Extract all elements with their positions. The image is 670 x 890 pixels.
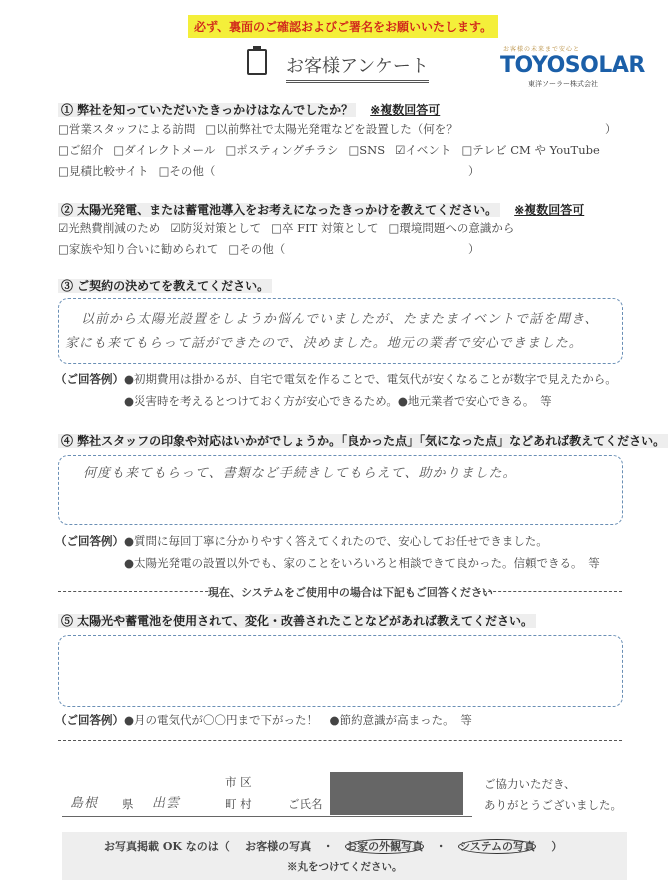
city-label: 市 区 xyxy=(225,775,252,789)
separator: ・ xyxy=(435,840,447,853)
example-label: （ご回答例） xyxy=(55,713,124,727)
thanks-text: ご協力いただき、 xyxy=(484,777,576,791)
example-text: ●太陽光発電の設置以外でも、家のことをいろいろと相談できて良かった。信頼できる。 等 xyxy=(124,556,600,570)
q5-answer-box[interactable] xyxy=(58,635,623,707)
city-value[interactable]: 出雲 xyxy=(152,796,181,811)
checkbox-option[interactable]: □以前弊社で太陽光発電などを設置した（何を？ xyxy=(205,122,458,136)
q1-options-row xyxy=(58,163,225,179)
town-label: 町 村 xyxy=(225,797,252,811)
example-text: ●災害時を考えるとつけておく方が安心できるため。●地元業者で安心できる。 等 xyxy=(124,394,552,408)
multi-answer-note: ※複数回答可 xyxy=(370,103,441,117)
question-2-header xyxy=(58,201,584,218)
page-title: お客様アンケート xyxy=(286,52,429,83)
checkbox-option[interactable]: □その他（ xyxy=(158,164,216,178)
separator: ・ xyxy=(322,840,334,853)
q2-options-row xyxy=(58,241,295,257)
prefecture-value[interactable]: 島根 xyxy=(70,796,99,811)
redacted-name xyxy=(330,772,463,815)
signature-line xyxy=(62,816,472,817)
checkbox-option-checked[interactable]: ☑イベント xyxy=(395,143,452,157)
company-logo: TOYOSOLAR xyxy=(500,53,645,78)
checkbox-option-checked[interactable]: ☑防災対策として xyxy=(170,221,262,235)
checkbox-option[interactable]: □営業スタッフによる訪問 xyxy=(58,122,196,136)
checkbox-option[interactable]: □その他（ xyxy=(228,242,286,256)
q1-options-row xyxy=(58,142,610,158)
question-text: ② 太陽光発電、または蓄電池導入をお考えになったきっかけを教えてください。 xyxy=(58,203,500,217)
photo-option-house-circled[interactable]: お家の外観写真 xyxy=(346,840,424,853)
question-4-header xyxy=(58,432,668,449)
question-text: ⑤ 太陽光や蓄電池を使用されて、変化・改善されたことなどがあれば教えてください。 xyxy=(58,614,536,628)
question-5-header xyxy=(58,612,536,629)
photo-lead: お写真掲載 OK なのは（ xyxy=(104,840,230,853)
paren-close: ） xyxy=(468,164,480,178)
question-text: ④ 弊社スタッフの印象や対応はいかがでしょうか。「良かった点」「気になった点」などあれば教えてください。 xyxy=(58,434,668,448)
q4-answer-box[interactable] xyxy=(58,455,623,525)
example-text: ●月の電気代が〇〇円まで下がった！ ●節約意識が高まった。 等 xyxy=(124,713,472,727)
paren-close: ） xyxy=(551,840,563,853)
section-divider-text: 現在、システムをご使用中の場合は下記もご回答ください xyxy=(208,586,493,599)
paren-close: ） xyxy=(468,242,480,256)
checkbox-option[interactable]: □卒 FIT 対策として xyxy=(271,221,379,235)
q3-answer-box[interactable] xyxy=(58,298,623,364)
q5-example xyxy=(55,712,472,728)
q1-options-row xyxy=(58,121,468,137)
checkbox-option[interactable]: □テレビ CM や YouTube xyxy=(461,143,600,157)
example-label: （ご回答例） xyxy=(55,372,124,386)
q3-example xyxy=(55,371,617,387)
checkbox-option[interactable]: □SNS xyxy=(348,143,386,157)
checkbox-option[interactable]: □ダイレクトメール xyxy=(113,143,216,157)
example-text: ●質問に毎回丁寧に分かりやすく答えてくれたので、安心してお任せできました。 xyxy=(124,534,548,548)
company-name: 東洋ソーラー株式会社 xyxy=(528,80,598,88)
clipboard-icon xyxy=(247,49,267,75)
prefecture-label: 県 xyxy=(122,797,134,811)
question-3-header xyxy=(58,277,272,294)
checkbox-option[interactable]: □ご紹介 xyxy=(58,143,104,157)
handwritten-answer-line: 以前から太陽光設置をしようか悩んでいましたが、たまたまイベントで話を聞き、 xyxy=(81,312,599,327)
paren-close: ） xyxy=(605,122,617,136)
divider-line xyxy=(478,591,622,592)
thanks-text: ありがとうございました。 xyxy=(484,798,622,812)
question-1-header xyxy=(58,101,440,118)
example-label: （ご回答例） xyxy=(55,534,124,548)
name-label: ご氏名 xyxy=(288,797,323,811)
notice-banner: 必ず、裏面のご確認およびご署名をお願いいたします。 xyxy=(188,15,498,38)
handwritten-answer: 何度も来てもらって、書類など手続きしてもらえて、助かりました。 xyxy=(83,466,517,481)
multi-answer-note: ※複数回答可 xyxy=(514,203,585,217)
q2-options-row xyxy=(58,220,524,236)
question-text: ③ ご契約の決めてを教えてください。 xyxy=(58,279,272,293)
checkbox-option-checked[interactable]: ☑光熱費削減のため xyxy=(58,221,161,235)
checkbox-option[interactable]: □ポスティングチラシ xyxy=(225,143,339,157)
example-text: ●初期費用は掛かるが、自宅で電気を作ることで、電気代が安くなることが数字で見えたから。 xyxy=(124,372,617,386)
question-text: ① 弊社を知っていただいたきっかけはなんでしたか？ xyxy=(58,103,356,117)
divider-line xyxy=(58,591,208,592)
checkbox-option[interactable]: □家族や知り合いに勧められて xyxy=(58,242,219,256)
photo-note: ※丸をつけてください。 xyxy=(287,861,403,873)
checkbox-option[interactable]: □見積比較サイト xyxy=(58,164,149,178)
photo-options xyxy=(104,838,562,854)
logo-tagline: お客様の未来まで安心と xyxy=(503,46,581,53)
divider-line xyxy=(58,740,622,741)
photo-option-customer[interactable]: お客様の写真 xyxy=(245,840,312,853)
photo-option-system-circled[interactable]: システムの写真 xyxy=(459,840,536,853)
handwritten-answer-line: 家にも来てもらって話ができたので、決めました。地元の業者で安心できました。 xyxy=(65,336,583,351)
photo-permission-panel xyxy=(62,832,627,880)
checkbox-option[interactable]: □環境問題への意識から xyxy=(388,221,515,235)
q4-example xyxy=(55,533,548,549)
